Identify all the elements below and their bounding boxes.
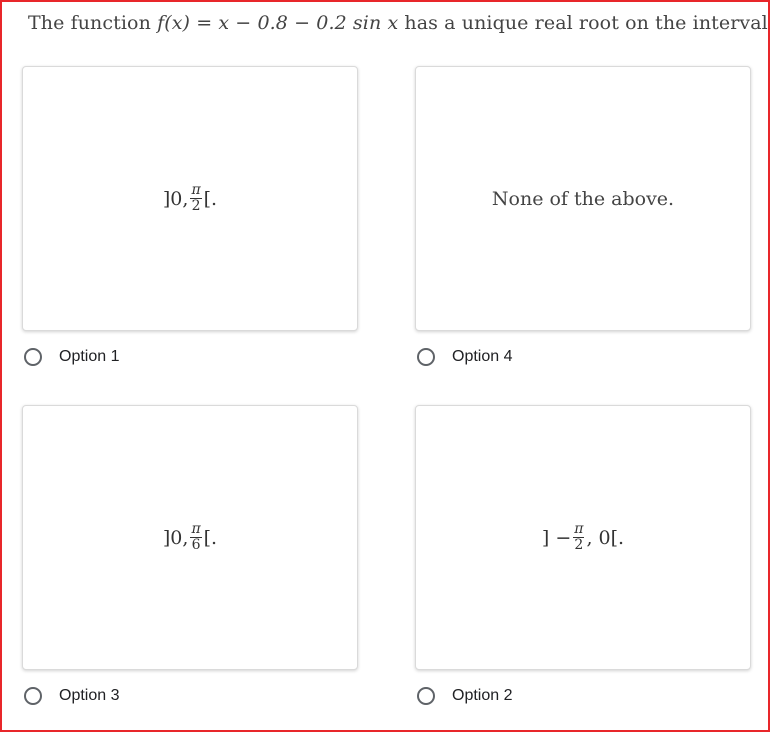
fraction — [190, 183, 201, 214]
option-label: Option 4 — [452, 348, 513, 365]
radio-button[interactable] — [24, 348, 42, 366]
question-suffix: has a unique real root on the interval — [404, 12, 768, 34]
interval-expression — [542, 522, 624, 553]
interval-right: [. — [203, 526, 218, 549]
interval-expression — [163, 183, 217, 214]
fraction-numerator: π — [574, 521, 584, 537]
interval-left: ]0, — [162, 526, 189, 549]
fraction — [190, 522, 201, 553]
interval-right: [. — [203, 187, 218, 210]
radio-button[interactable] — [417, 687, 435, 705]
question-function: f(x) = x − 0.8 − 0.2 sin x — [157, 12, 399, 34]
option-2[interactable] — [417, 687, 512, 705]
question-prefix: The function — [28, 12, 151, 34]
fraction-denominator: 6 — [191, 537, 201, 553]
question-text — [28, 12, 768, 34]
option-label: Option 2 — [452, 687, 513, 704]
answer-card-4[interactable] — [415, 66, 751, 331]
option-3[interactable] — [24, 687, 119, 705]
radio-button[interactable] — [417, 348, 435, 366]
fraction-denominator: 2 — [191, 198, 201, 214]
answer-card-1[interactable] — [22, 66, 358, 331]
fraction-numerator: π — [191, 521, 201, 537]
fraction-denominator: 2 — [574, 537, 584, 553]
answer-card-3[interactable] — [22, 405, 358, 670]
interval-expression — [163, 522, 217, 553]
option-label: Option 3 — [59, 687, 120, 704]
fraction — [573, 522, 584, 553]
answer-card-2[interactable] — [415, 405, 751, 670]
option-1[interactable] — [24, 348, 119, 366]
interval-left: ] − — [541, 526, 572, 549]
option-label: Option 1 — [59, 348, 120, 365]
radio-button[interactable] — [24, 687, 42, 705]
option-4[interactable] — [417, 348, 512, 366]
interval-left: ]0, — [162, 187, 189, 210]
interval-right: , 0[. — [586, 526, 625, 549]
fraction-numerator: π — [191, 182, 201, 198]
none-of-the-above-text: None of the above. — [491, 187, 675, 210]
